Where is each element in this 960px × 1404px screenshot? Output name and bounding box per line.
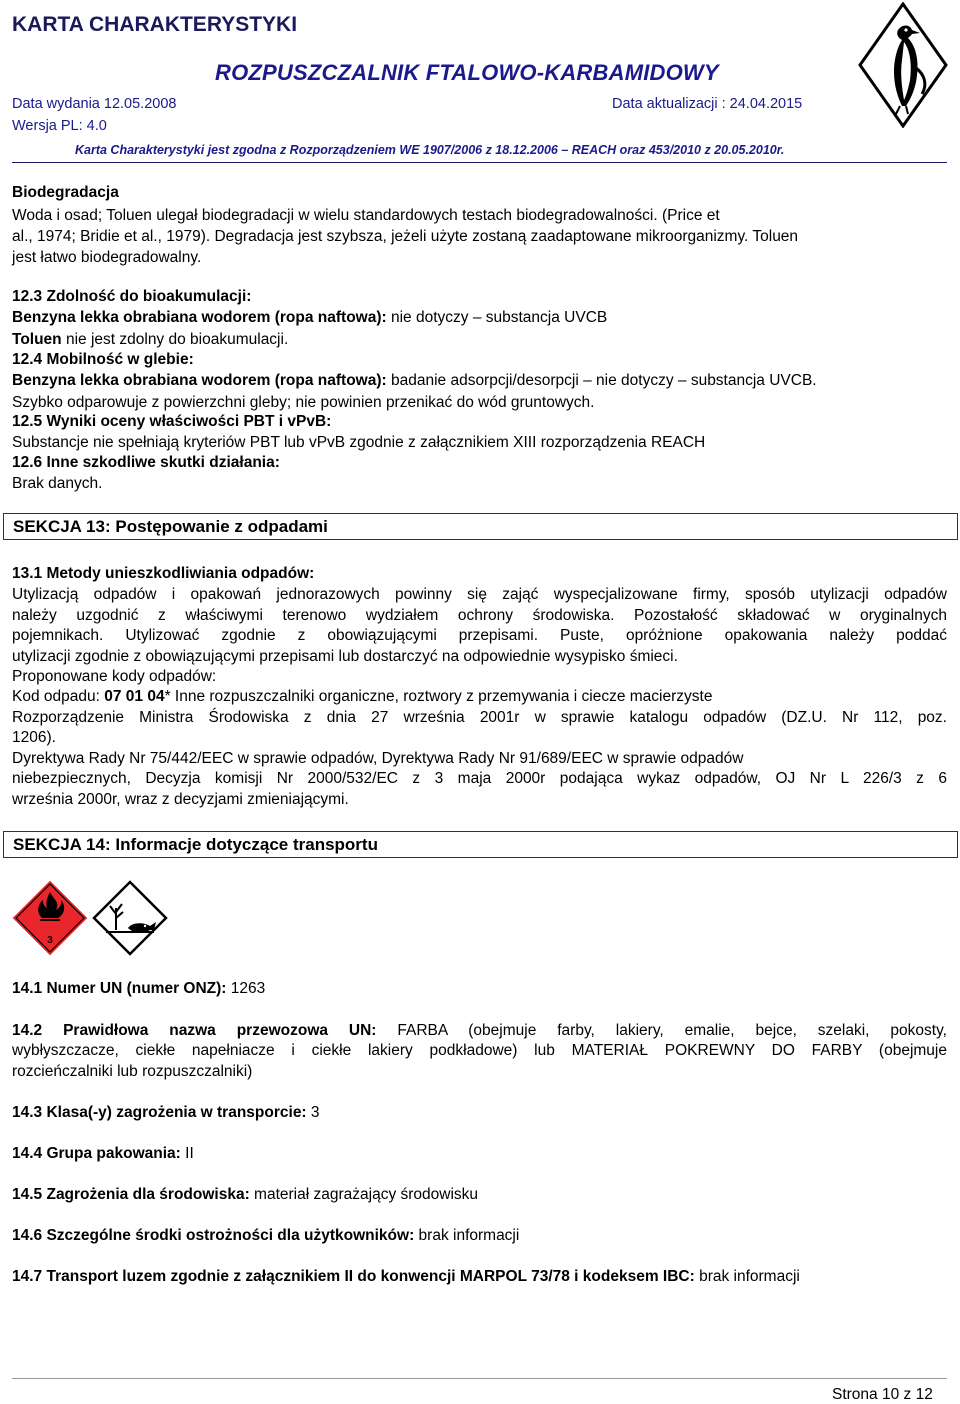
doc-title: KARTA CHARAKTERYSTYKI — [12, 13, 298, 36]
s12-3-title: 12.3 Zdolność do bioakumulacji: — [12, 288, 252, 305]
s14-7-value: brak informacji — [694, 1268, 800, 1285]
directive-line-3: września 2000r, wraz z decyzjami zmieniającymi. — [12, 791, 349, 808]
version: Wersja PL: 4.0 — [12, 118, 107, 134]
s14-2-value: FARBA (obejmuje farby, lakiery, emalie, bejce, szelaki, pokosty, — [376, 1022, 947, 1039]
s12-4-line-1 — [12, 371, 817, 390]
s12-3-substance: Benzyna lekka obrabiana wodorem (ropa naftowa): — [12, 309, 387, 326]
s13-1-p1-line-4: utylizacji zgodnie z obowiązującymi przepisami lub dostarczyć na odpowiednie wysypisko śmieci. — [12, 648, 678, 665]
s12-4-substance: Benzyna lekka obrabiana wodorem (ropa naftowa): — [12, 372, 387, 389]
s14-6-label: 14.6 Szczególne środki ostrożności dla użytkowników: — [12, 1227, 415, 1244]
section-14-heading-text: SEKCJA 14: Informacje dotyczące transportu — [13, 835, 378, 854]
s14-4-value: II — [180, 1145, 194, 1162]
s12-5-title: 12.5 Wyniki oceny właściwości PBT i vPvB: — [12, 413, 332, 430]
flammable-liquid-icon — [12, 880, 88, 956]
s14-3-value: 3 — [306, 1104, 320, 1121]
section-13-heading — [3, 513, 958, 540]
s12-3-toluen-value: nie jest zdolny do bioakumulacji. — [61, 331, 289, 348]
s14-5-line — [12, 1185, 478, 1204]
waste-code-line — [12, 687, 712, 706]
s14-1-value: 1263 — [226, 980, 266, 997]
s12-3-toluen: Toluen — [12, 331, 62, 348]
s12-6-title: 12.6 Inne szkodliwe skutki działania: — [12, 454, 280, 471]
product-name: ROZPUSZCZALNIK FTALOWO-KARBAMIDOWY — [215, 60, 719, 85]
section-14-heading — [3, 831, 958, 858]
s14-2-label: 14.2 Prawidłowa nazwa przewozowa UN: — [12, 1022, 377, 1039]
transport-pictograms — [10, 878, 190, 968]
directive-line-1: Dyrektywa Rady Nr 75/442/EEC w sprawie odpadów, Dyrektywa Rady Nr 91/689/EEC w sprawie odpadów — [12, 750, 744, 767]
company-logo-bird-icon — [858, 2, 948, 128]
s14-4-line — [12, 1144, 194, 1163]
s13-1-p1-line-1: Utylizacją odpadów i opakowań jednorazowych powinny się zająć wyspecjalizowane firmy, sposób utylizacji odpadów — [12, 586, 947, 603]
s12-4-line-2: Szybko odparowuje z powierzchni gleby; nie powinien przenikać do wód gruntowych. — [12, 394, 595, 411]
flammable-class-number: 3 — [47, 935, 53, 946]
s14-5-label: 14.5 Zagrożenia dla środowiska: — [12, 1186, 250, 1203]
directive-line-2: niebezpiecznych, Decyzja komisji Nr 2000/532/EC z 3 maja 2000r podająca wykaz odpadów, OJ Nr L 226/3 z 6 — [12, 770, 947, 787]
biodegradation-line-1: Woda i osad; Toluen ulegał biodegradacji w wielu standardowych testach biodegradowalności. (Price et — [12, 207, 720, 224]
s12-4-value: badanie adsorpcji/desorpcji – nie dotyczy – substancja UVCB. — [386, 372, 817, 389]
s13-1-p1-line-2: należy uzgodnić z właściwymi terenowo wydziałem ochrony środowiska. Pozostałość składować w oryginalnych — [12, 607, 947, 624]
regulation-line-1: Rozporządzenie Ministra Środowiska z dnia 27 września 2001r w sprawie katalogu odpadów (DZ.U. Nr 112, poz. — [12, 709, 947, 726]
s12-5-line-1: Substancje nie spełniają kryteriów PBT lub vPvB zgodnie z załącznikiem XIII rozporządzenia REACH — [12, 434, 706, 451]
page-number: Strona 10 z 12 — [832, 1386, 933, 1403]
waste-code-value: 07 01 04 — [104, 688, 165, 705]
s14-7-label: 14.7 Transport luzem zgodnie z załącznikiem II do konwencji MARPOL 73/78 i kodeksem IBC: — [12, 1268, 695, 1285]
biodegradation-title: Biodegradacja — [12, 184, 119, 201]
regulation-note: Karta Charakterystyki jest zgodna z Rozporządzeniem WE 1907/2006 z 18.12.2006 – REACH oraz 453/2010 z 20.05.2010r. — [75, 143, 785, 157]
s14-6-value: brak informacji — [414, 1227, 520, 1244]
update-date: Data aktualizacji : 24.04.2015 — [612, 96, 803, 112]
biodegradation-line-2: al., 1974; Bridie et al., 1979). Degradacja jest szybsza, jeżeli użyte zostaną zaadaptowane mikroorganizmy. Toluen — [12, 228, 799, 245]
s14-2-line-1 — [12, 1021, 947, 1040]
s14-3-label: 14.3 Klasa(-y) zagrożenia w transporcie: — [12, 1104, 307, 1121]
s12-3-line-2 — [12, 330, 288, 349]
s12-3-line-1 — [12, 308, 607, 327]
waste-code-prefix: Kod odpadu: — [12, 688, 105, 705]
s14-1-label: 14.1 Numer UN (numer ONZ): — [12, 980, 227, 997]
s14-5-value: materiał zagrażający środowisku — [249, 1186, 479, 1203]
s14-2-line-2: wybłyszczacze, ciekłe napełniacze i ciekłe lakiery podkładowe) lub MATERIAŁ POKREWNY DO FARBY (obejmuje — [12, 1042, 947, 1059]
s13-1-p1-line-3: pojemnikach. Utylizować zgodnie z obowiązującymi przepisami. Puste, opróżnione opakowania należy poddać — [12, 627, 947, 644]
s14-1-line — [12, 979, 265, 998]
s14-6-line — [12, 1226, 519, 1245]
section-13-heading-text: SEKCJA 13: Postępowanie z odpadami — [13, 517, 328, 536]
s13-1-title: 13.1 Metody unieszkodliwiania odpadów: — [12, 565, 315, 582]
s12-3-value: nie dotyczy – substancja UVCB — [386, 309, 608, 326]
regulation-line-2: 1206). — [12, 729, 56, 746]
biodegradation-line-3: jest łatwo biodegradowalny. — [12, 249, 202, 266]
s12-6-line-1: Brak danych. — [12, 475, 103, 492]
environmental-hazard-icon — [94, 882, 166, 954]
s14-7-line — [12, 1267, 800, 1286]
footer-divider — [12, 1378, 947, 1379]
waste-codes-label: Proponowane kody odpadów: — [12, 668, 217, 685]
s14-2-line-3: rozcieńczalniki lub rozpuszczalniki) — [12, 1063, 253, 1080]
issue-date: Data wydania 12.05.2008 — [12, 96, 177, 112]
s14-3-line — [12, 1103, 320, 1122]
header-divider — [12, 162, 947, 163]
waste-code-description: * Inne rozpuszczalniki organiczne, roztwory z przemywania i ciecze macierzyste — [164, 688, 713, 705]
s14-4-label: 14.4 Grupa pakowania: — [12, 1145, 181, 1162]
s12-4-title: 12.4 Mobilność w glebie: — [12, 351, 194, 368]
